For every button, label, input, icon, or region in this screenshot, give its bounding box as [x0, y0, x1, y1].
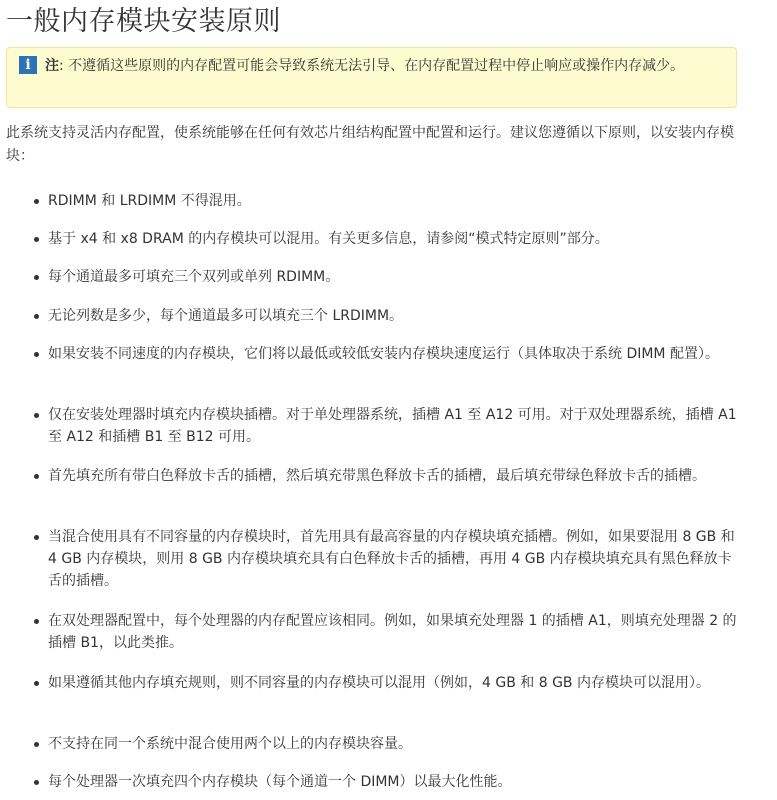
- intro-paragraph: 此系统支持灵活内存配置，使系统能够在任何有效芯片组结构配置中配置和运行。建议您遵循以下原则，以安装内存模块：: [6, 125, 734, 164]
- note-label: 注: [45, 58, 59, 74]
- list-item: 基于 x4 和 x8 DRAM 的内存模块可以混用。有关更多信息，请参阅“模式特定原则”部分。: [48, 228, 738, 250]
- list-item: 无论列数是多少，每个通道最多可以填充三个 LRDIMM。: [48, 305, 738, 327]
- list-item: 每个处理器一次填充四个内存模块（每个通道一个 DIMM）以最大化性能。: [48, 771, 738, 793]
- note-text: : 不遵循这些原则的内存配置可能会导致系统无法引导、在内存配置过程中停止响应或操作内存减少。: [59, 58, 685, 74]
- list-item: 每个通道最多可填充三个双列或单列 RDIMM。: [48, 266, 738, 288]
- list-item: 首先填充所有带白色释放卡舌的插槽，然后填充带黑色释放卡舌的插槽，最后填充带绿色释放卡舌的插槽。: [48, 465, 738, 487]
- list-item: 如果遵循其他内存填充规则，则不同容量的内存模块可以混用（例如，4 GB 和 8 GB 内存模块可以混用）。: [48, 672, 738, 694]
- list-item: 如果安装不同速度的内存模块，它们将以最低或较低安装内存模块速度运行（具体取决于系统 DIMM 配置）。: [48, 343, 738, 365]
- info-icon: i: [19, 56, 37, 74]
- list-item: 不支持在同一个系统中混合使用两个以上的内存模块容量。: [48, 733, 738, 755]
- list-item: RDIMM 和 LRDIMM 不得混用。: [48, 190, 738, 212]
- list-item: 在双处理器配置中，每个处理器的内存配置应该相同。例如，如果填充处理器 1 的插槽 A1，则填充处理器 2 的插槽 B1，以此类推。: [48, 610, 738, 654]
- page-title: 一般内存模块安装原则: [6, 6, 281, 37]
- list-item: 当混合使用具有不同容量的内存模块时，首先用具有最高容量的内存模块填充插槽。例如，如果要混用 8 GB 和 4 GB 内存模块，则用 8 GB 内存模块填充具有白色释放卡舌的插槽，再用 4 GB 内存模块填充具有黑色释放卡舌的插槽。: [48, 526, 738, 592]
- list-item: 仅在安装处理器时填充内存模块插槽。对于单处理器系统，插槽 A1 至 A12 可用。对于双处理器系统，插槽 A1 至 A12 和插槽 B1 至 B12 可用。: [48, 404, 738, 448]
- note-box: [6, 47, 737, 108]
